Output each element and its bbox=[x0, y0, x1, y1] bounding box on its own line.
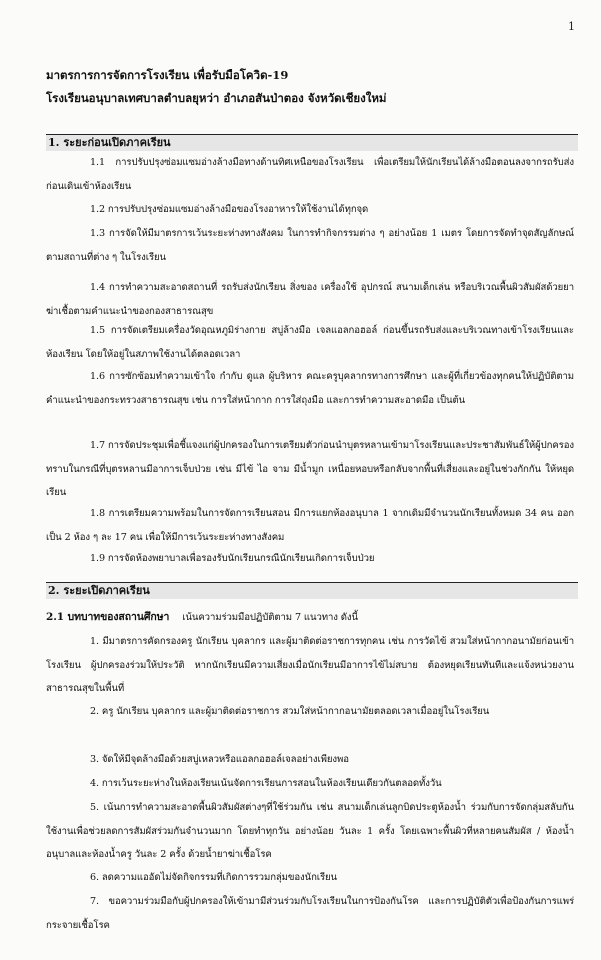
guideline-6: 6. ลดความแออัดไม่จัดกิจกรรมที่เกิดการรวมกลุ่มของนักเรียน bbox=[90, 872, 337, 883]
section-2-heading: 2. ระยะเปิดภาคเรียน bbox=[46, 582, 578, 599]
subsection-2-1-text: เน้นความร่วมมือปฏิบัติตาม 7 แนวทาง ดังนี้ bbox=[182, 612, 358, 623]
item-1-8: 1.8 การเตรียมความพร้อมในการจัดการเรียนสอน มีการแยกห้องอนุบาล 1 จากเดิมมีจำนวนนักเรียนทั้งหมด 34 คน ออกเป็น 2 ห้อง ๆ ละ 17 คน เพื่อให้มีการเว้นระยะห่างทางสังคม bbox=[46, 508, 574, 543]
guideline-2: 2. ครู นักเรียน บุคลากร และผู้มาติดต่อราชการ สวมใส่หน้ากากอนามัยตลอดเวลาเมื่ออยู่ในโรงเรียน bbox=[90, 706, 490, 717]
item-1-7: 1.7 การจัดประชุมเพื่อชี้แจงแก่ผู้ปกครองในการเตรียมตัวก่อนนำบุตรหลานเข้ามาโรงเรียนและประชาสัมพันธ์ให้ผู้ปกครองทราบในกรณีที่บุตรหลานมีอาการเจ็บป่วย เช่น มีไข้ ไอ จาม มีน้ำมูก เหนื่อยหอบหรือกลับจากพื้นที่เสี่ยงและอยู่ในช่วงกักกัน ให้หยุดเรียน bbox=[46, 440, 574, 499]
item-1-9: 1.9 การจัดห้องพยาบาลเพื่อรองรับนักเรียนกรณีนักเรียนเกิดการเจ็บป่วย bbox=[90, 553, 375, 564]
title-line-1: มาตรการการจัดการโรงเรียน เพื่อรับมือโควิด-19 bbox=[46, 68, 289, 82]
item-1-2: 1.2 การปรับปรุงซ่อมแซมอ่างล้างมือของโรงอาหารให้ใช้งานได้ทุกจุด bbox=[90, 204, 369, 215]
section-1-heading: 1. ระยะก่อนเปิดภาคเรียน bbox=[46, 134, 578, 151]
page-number: 1 bbox=[568, 20, 575, 33]
guideline-3: 3. จัดให้มีจุดล้างมือด้วยสบู่เหลวหรือแอลกอฮอล์เจลอย่างเพียงพอ bbox=[90, 754, 349, 765]
document-title bbox=[46, 64, 566, 110]
item-1-1: 1.1 การปรับปรุงซ่อมแซมอ่างล้างมือทางด้านทิศเหนือของโรงเรียน เพื่อเตรียมให้นักเรียนได้ล้างมือตอนลงจากรถรับส่งก่อนเดินเข้าห้องเรียน bbox=[46, 157, 574, 192]
item-1-3: 1.3 การจัดให้มีมาตรการเว้นระยะห่างทางสังคม ในการทำกิจกรรมต่าง ๆ อย่างน้อย 1 เมตร โดยการจัดทำจุดสัญลักษณ์ตามสถานที่ต่าง ๆ ในโรงเรียน bbox=[46, 228, 574, 263]
subsection-2-1-label: 2.1 บทบาทของสถานศึกษา bbox=[46, 611, 170, 623]
item-1-4: 1.4 การทำความสะอาดสถานที่ รถรับส่งนักเรียน สิ่งของ เครื่องใช้ อุปกรณ์ สนามเด็กเล่น หรือบริเวณพื้นผิวสัมผัสด้วยยาฆ่าเชื้อตามคำแนะนำของกองสาธารณสุข bbox=[46, 282, 574, 317]
item-1-6: 1.6 การซักซ้อมทำความเข้าใจ กำกับ ดูแล ผู้บริหาร คณะครูบุคลากรทางการศึกษา และผู้ที่เกี่ยวข้องทุกคนให้ปฏิบัติตามคำแนะนำของกระทรวงสาธารณสุข เช่น การใส่หน้ากาก การใส่ถุงมือ และการทำความสะอาดมือ เป็นต้น bbox=[46, 371, 574, 406]
item-1-5: 1.5 การจัดเตรียมเครื่องวัดอุณหภูมิร่างกาย สบู่ล้างมือ เจลแอลกอฮอล์ ก่อนขึ้นรถรับส่งและบริเวณทางเข้าโรงเรียนและห้องเรียน โดยให้อยู่ในสภาพใช้งานได้ตลอดเวลา bbox=[46, 325, 574, 360]
title-line-2: โรงเรียนอนุบาลเทศบาลตำบลยุหว่า อำเภอสันป่าตอง จังหวัดเชียงใหม่ bbox=[46, 91, 387, 105]
guideline-1: 1. มีมาตรการคัดกรองครู นักเรียน บุคลากร และผู้มาติดต่อราชการทุกคน เช่น การวัดไข้ สวมใส่หน้ากากอนามัยก่อนเข้าโรงเรียน ผู้ปกครองร่วมให้ประวัติ หากนักเรียนมีความเสี่ยงเมื่อนักเรียนมีอาการไข้ไม่สบาย ต้องหยุดเรียนทันทีและแจ้งหน่วยงานสาธารณสุขในพื้นที่ bbox=[46, 636, 574, 695]
guideline-4: 4. การเว้นระยะห่างในห้องเรียนเน้นจัดการเรียนการสอนในห้องเรียนเดียวกันตลอดทั้งวัน bbox=[90, 778, 442, 789]
guideline-7: 7. ขอความร่วมมือกับผู้ปกครองให้เข้ามามีส่วนร่วมกับโรงเรียนในการป้องกันโรค และการปฏิบัติตัวเพื่อป้องกันการแพร่กระจายเชื้อโรค bbox=[46, 896, 574, 931]
guideline-5: 5. เน้นการทำความสะอาดพื้นผิวสัมผัสต่างๆที่ใช้ร่วมกัน เช่น สนามเด็กเล่นลูกบิดประตูห้องน้ำ ร่วมกับการจัดกลุ่มสลับกันใช้งานเพื่อช่วยลดการสัมผัสร่วมกันจำนวนมาก โดยทำทุกวัน อย่างน้อย วันละ 1 ครั้ง โดยเฉพาะพื้นผิวที่หลายคนสัมผัส / ห้องน้ำอนุบาลและห้องน้ำครู วันละ 2 ครั้ง ด้วยน้ำยาฆ่าเชื้อโรค bbox=[46, 802, 574, 861]
subsection-2-1 bbox=[46, 606, 574, 630]
